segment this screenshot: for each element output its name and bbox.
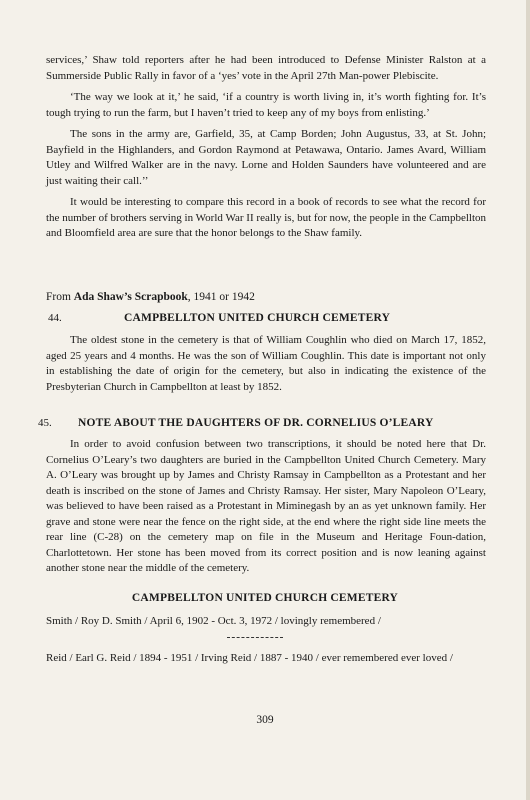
paragraph-quote: ‘The way we look at it,’ he said, ‘if a country is worth living in, it’s worth fighting for. It’s tough trying to run the farm, but I haven’t tried to keep any of my boys from enlisting.’ (46, 91, 486, 119)
entry-text: Smith / Roy D. Smith / April 6, 1902 - Oct. 3, 1972 / lovingly remembered / (46, 615, 381, 627)
section-45-number: 45. (38, 417, 52, 429)
section-44-body: The oldest stone in the cemetery is that of William Coughlin who died on March 17, 1852, aged 25 years and 4 months. He was the son of William Coughlin. This date is important not only in establishing the date of origin for the cemetery, but also in indicating the existence of the Presbyterian Church in Campbellton at least by 1852. (46, 334, 486, 393)
paragraph-sons: The sons in the army are, Garfield, 35, at Camp Borden; John Augustus, 33, at St. John; Bayfield in the Highlanders, and Gordon Raymond at Petawawa, Ontario. James Avard, William Utley and Wilfred Walker are in the navy. Lorne and Holden Saunders have volunteered and are just waiting their call.’’ (46, 128, 486, 187)
source-suffix: , 1941 or 1942 (187, 291, 255, 303)
section-44 (46, 312, 486, 395)
section-44-heading: CAMPBELLTON UNITED CHURCH CEMETERY (124, 312, 391, 324)
page-number: 309 (256, 714, 274, 726)
entry-text: Reid / Earl G. Reid / 1894 - 1951 / Irving Reid / 1887 - 1940 / ever remembered ever loved / (46, 652, 453, 664)
section-45-body: In order to avoid confusion between two transcriptions, it should be noted here that Dr. Cornelius O’Leary’s two daughters are buried in the Campbellton United Church Cemetery. Mary A. O’Leary was brought up by James and Christy Ramsay in Campbellton as a Protestant and her death is inscribed on the stone of James and Christy Ramsay. Her sister, Mary Napoleon O’Leary, was believed to have been raised as a Protestant in Miminegash by an as yet unknown family. Her grave and stone were near the fence on the right side, at the end where the right side line meets the rear line (C-28) on the cemetery map on file in the Museum and Heritage Foun-dation, Charlottetown. Her stone has been moved from its correct position and is now leaning against another stone near the middle of the cemetery. (46, 438, 486, 574)
source-citation (46, 290, 486, 305)
section-45 (38, 417, 486, 577)
intro-text-block (46, 53, 486, 242)
section-44-number: 44. (48, 312, 62, 324)
section-45-heading: NOTE ABOUT THE DAUGHTERS OF DR. CORNELIUS O’LEARY (78, 417, 434, 429)
page-edge-shadow (526, 0, 530, 800)
cemetery-entry-smith (46, 614, 486, 629)
source-title: Ada Shaw’s Scrapbook (73, 291, 188, 303)
cemetery-heading: CAMPBELLTON UNITED CHURCH CEMETERY (131, 592, 399, 604)
source-prefix: From (46, 291, 74, 303)
paragraph-continuation: services,’ Shaw told reporters after he had been introduced to Defense Minister Ralston at a Summerside Public Rally in favor of a ‘yes’ vote in the April 27th Man-power Plebiscite. (46, 54, 486, 82)
entry-divider (227, 637, 283, 639)
paragraph-records: It would be interesting to compare this record in a book of records to see what the record for the number of brothers serving in World War II really is, but for now, the people in the Campbellton and Bloomfield area are sure that the honor belongs to the Shaw family. (46, 196, 486, 239)
cemetery-entry-reid (46, 651, 486, 666)
